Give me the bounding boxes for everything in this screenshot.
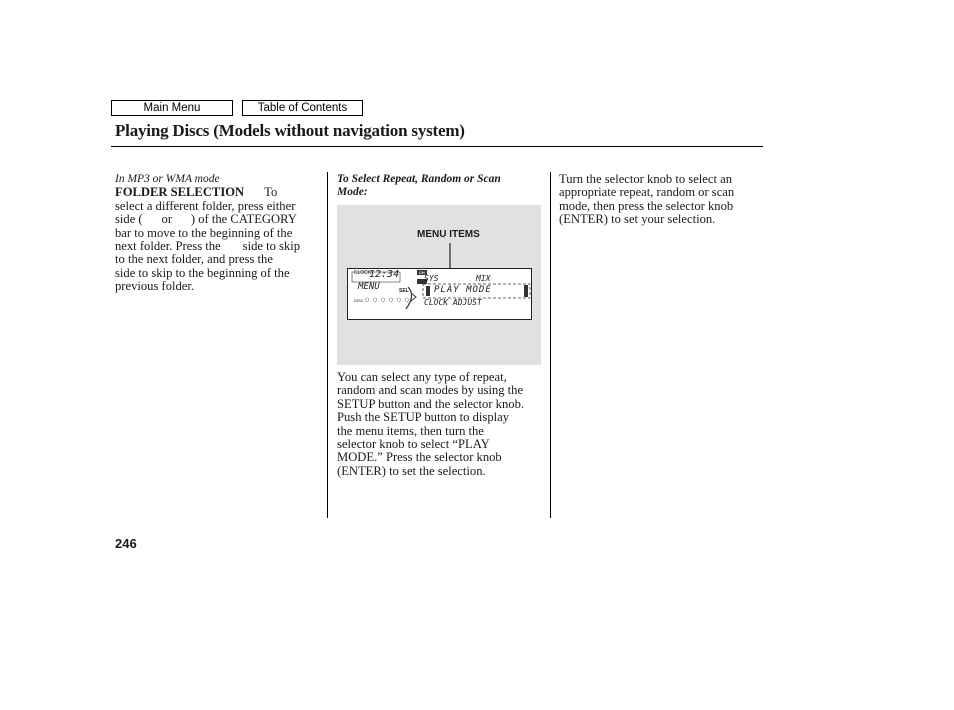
title-divider [111,146,763,147]
folder-selection-text: side to skip to the beginning of the [115,265,290,280]
clock-tag: CLOCK [354,270,372,276]
folder-selection-text: to the next folder, and press the [115,252,273,267]
body-text-line: Push the SETUP button to display [337,410,510,425]
lcd-mix: MIX [476,274,491,283]
page-title: Playing Discs (Models without navigation system) [115,121,465,140]
menu-items-callout: MENU ITEMS [417,229,480,240]
column-divider-2 [550,172,551,518]
audio-display-figure [337,205,541,365]
column-divider-1 [327,172,328,518]
body-text-line: random and scan modes by using the [337,383,524,398]
lcd-ch-tag: CH [419,270,425,275]
folder-selection-text: previous folder. [115,279,195,294]
main-menu-button[interactable]: Main Menu [111,100,233,116]
body-text-line: (ENTER) to set your selection. [559,212,716,227]
body-text-line: appropriate repeat, random or scan [559,185,735,200]
lcd-menu: MENU [358,282,380,292]
body-text-line: selector knob to select “PLAY [337,437,490,452]
folder-selection-line1 [115,186,320,199]
folder-selection-intro: To [264,185,278,200]
body-text-line: (ENTER) to set the selection. [337,463,486,478]
lcd-sel: SEL [399,288,409,294]
folder-selection-heading: FOLDER SELECTION [115,185,245,200]
mode-note: In MP3 or WMA mode [115,173,220,185]
select-mode-section [337,173,544,200]
body-text-line: mode, then press the selector knob [559,198,734,213]
body-text-line: the menu items, then turn the [337,423,484,438]
select-mode-heading: To Select Repeat, Random or Scan [337,173,501,185]
body-text-line: MODE.” Press the selector knob [337,450,502,465]
lcd-time: 12:34 [369,269,400,280]
lcd-clock-adjust: CLOCK ADJUST [424,298,482,307]
lcd-play-mode: PLAY MODE [434,285,492,295]
folder-selection-section [115,173,320,294]
body-text-line: SETUP button and the selector knob. [337,396,525,411]
page-number: 246 [115,536,137,551]
folder-selection-text: next folder. Press the side to skip [115,239,301,254]
folder-selection-text: select a different folder, press either [115,198,296,213]
folder-selection-text: side ( or ) of the CATEGORY [115,212,297,227]
lcd-display [347,268,532,320]
table-of-contents-button[interactable]: Table of Contents [242,100,363,116]
body-text-line: Turn the selector knob to select an [559,172,733,186]
lcd-sys: SYS [424,274,439,283]
select-mode-body [337,371,547,478]
body-text-line: You can select any type of repeat, [337,370,507,384]
lcd-disc-indicators: ○ ○ ○ ○ ○ ○ [365,297,411,303]
select-mode-heading: Mode: [337,186,368,199]
folder-selection-text: bar to move to the beginning of the [115,225,293,240]
set-selection-section [559,173,755,227]
lcd-disc-tag: DISC [354,298,364,303]
